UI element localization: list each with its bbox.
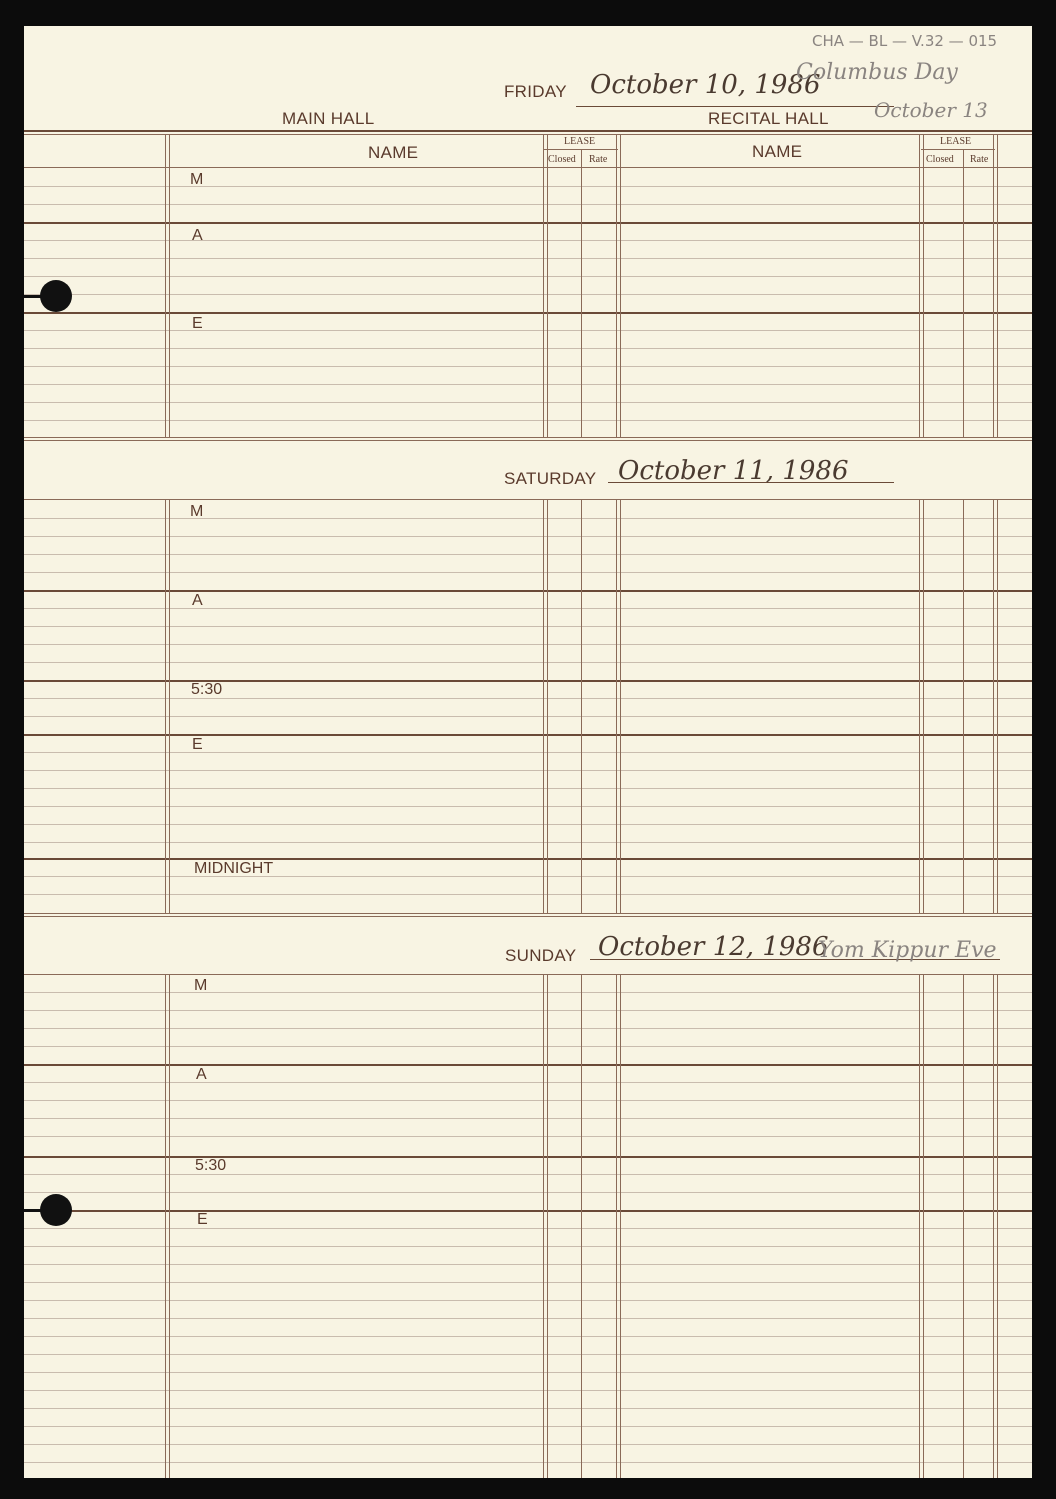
- header-top-line-2: [24, 134, 1032, 135]
- column-divider: [543, 975, 548, 1478]
- ruled-line: [24, 1372, 1032, 1373]
- ruled-line: [24, 1408, 1032, 1409]
- saturday-530-line: [24, 680, 1032, 682]
- slot-saturday-evening: E: [192, 736, 203, 753]
- ruled-line: [24, 806, 1032, 807]
- ruled-line: [24, 1426, 1032, 1427]
- column-divider: [165, 975, 170, 1478]
- column-divider: [919, 500, 924, 914]
- sunday-afternoon-line: [24, 1064, 1032, 1066]
- ruled-line: [24, 1246, 1032, 1247]
- slot-saturday-midnight: MIDNIGHT: [194, 860, 274, 877]
- ruled-line: [24, 240, 1032, 241]
- ruled-line: [24, 876, 1032, 877]
- column-divider: [963, 975, 964, 1478]
- day-label-friday: FRIDAY: [504, 82, 567, 101]
- date-underline-friday: [576, 106, 894, 107]
- column-divider: [963, 150, 964, 438]
- main-hall-label: MAIN HALL: [282, 109, 375, 128]
- ruled-line: [24, 1028, 1032, 1029]
- ruled-line: [24, 1300, 1032, 1301]
- column-divider: [581, 500, 582, 914]
- ruled-line: [24, 258, 1032, 259]
- ruled-line: [24, 1228, 1032, 1229]
- ruled-line: [24, 1010, 1032, 1011]
- column-divider: [993, 134, 998, 438]
- ruled-line: [24, 1318, 1032, 1319]
- sunday-grid-top: [24, 974, 1032, 975]
- saturday-afternoon-line: [24, 590, 1032, 592]
- slot-sunday-afternoon: A: [196, 1066, 207, 1083]
- note-friday: Columbus Day: [796, 60, 958, 85]
- ruled-line: [24, 842, 1032, 843]
- ruled-line: [24, 1282, 1032, 1283]
- ruled-line: [24, 402, 1032, 403]
- ruled-line: [24, 698, 1032, 699]
- sunday-evening-line: [24, 1210, 1032, 1212]
- friday-bottom-line: [24, 437, 1032, 438]
- ruled-line: [24, 626, 1032, 627]
- ruled-line: [24, 420, 1032, 421]
- column-divider: [581, 975, 582, 1478]
- column-divider: [919, 134, 924, 438]
- column-divider: [616, 134, 621, 438]
- column-divider: [963, 500, 964, 914]
- ruled-line: [24, 770, 1032, 771]
- slot-friday-evening: E: [192, 315, 203, 332]
- calendar-sheet: [24, 26, 1032, 1478]
- header-bottom-line: [24, 167, 1032, 168]
- ruled-line: [24, 788, 1032, 789]
- date-sunday: October 12, 1986: [598, 932, 829, 962]
- ruled-line: [24, 662, 1032, 663]
- day-label-saturday: SATURDAY: [504, 469, 597, 488]
- ruled-line: [24, 1100, 1032, 1101]
- column-divider: [993, 975, 998, 1478]
- ruled-line: [24, 1118, 1032, 1119]
- slot-saturday-530: 5:30: [191, 681, 223, 698]
- closed-header-main: Closed: [548, 154, 576, 165]
- ruled-line: [24, 824, 1032, 825]
- lease-header-recital: LEASE: [940, 136, 972, 147]
- ruled-line: [24, 294, 1032, 295]
- saturday-bottom-line: [24, 913, 1032, 914]
- column-divider: [993, 500, 998, 914]
- name-header-recital: NAME: [752, 142, 803, 161]
- lease-header-main: LEASE: [564, 136, 596, 147]
- ruled-line: [24, 330, 1032, 331]
- ruled-line: [24, 186, 1032, 187]
- saturday-header-top: [24, 440, 1032, 441]
- rate-header-recital: Rate: [970, 154, 989, 165]
- closed-header-recital: Closed: [926, 154, 954, 165]
- ruled-line: [24, 1336, 1032, 1337]
- ruled-line: [24, 1174, 1032, 1175]
- binder-hole-bottom: [40, 1194, 72, 1226]
- ruled-line: [24, 572, 1032, 573]
- ruled-line: [24, 608, 1032, 609]
- column-divider: [165, 500, 170, 914]
- recital-hall-label: RECITAL HALL: [708, 109, 829, 128]
- ruled-line: [24, 1082, 1032, 1083]
- ruled-line: [24, 1136, 1032, 1137]
- ruled-line: [24, 752, 1032, 753]
- ruled-line: [24, 366, 1032, 367]
- header-top-line: [24, 130, 1032, 132]
- slot-friday-afternoon: A: [192, 227, 203, 244]
- day-label-sunday: SUNDAY: [505, 946, 577, 965]
- note-sunday: Yom Kippur Eve: [818, 938, 997, 963]
- saturday-evening-line: [24, 734, 1032, 736]
- sunday-530-line: [24, 1156, 1032, 1158]
- column-divider: [581, 150, 582, 438]
- sunday-header-top: [24, 916, 1032, 917]
- slot-sunday-530: 5:30: [195, 1157, 227, 1174]
- ruled-line: [24, 554, 1032, 555]
- slot-friday-morning: M: [190, 171, 204, 188]
- ruled-line: [24, 716, 1032, 717]
- catalog-number: CHA — BL — V.32 — 015: [812, 32, 998, 50]
- ruled-line: [24, 276, 1032, 277]
- column-divider: [616, 975, 621, 1478]
- slot-sunday-morning: M: [194, 977, 208, 994]
- column-divider: [165, 134, 170, 438]
- saturday-grid-top: [24, 499, 1032, 500]
- date-saturday: October 11, 1986: [618, 456, 849, 486]
- column-divider: [543, 134, 548, 438]
- column-divider: [919, 975, 924, 1478]
- slot-saturday-morning: M: [190, 503, 204, 520]
- friday-evening-line: [24, 312, 1032, 314]
- ruled-line: [24, 1192, 1032, 1193]
- friday-afternoon-line: [24, 222, 1032, 224]
- slot-sunday-evening: E: [197, 1211, 208, 1228]
- ruled-line: [24, 384, 1032, 385]
- name-header-main: NAME: [368, 143, 419, 162]
- ruled-line: [24, 1444, 1032, 1445]
- ruled-line: [24, 894, 1032, 895]
- binder-hole-top: [40, 280, 72, 312]
- lease-divider-recital: [921, 149, 995, 150]
- ruled-line: [24, 1462, 1032, 1463]
- ruled-line: [24, 1354, 1032, 1355]
- slot-saturday-afternoon: A: [192, 592, 203, 609]
- ruled-line: [24, 518, 1032, 519]
- ruled-line: [24, 992, 1032, 993]
- saturday-midnight-line: [24, 858, 1032, 860]
- ruled-line: [24, 644, 1032, 645]
- ruled-line: [24, 536, 1032, 537]
- ruled-line: [24, 1046, 1032, 1047]
- date-friday: October 10, 1986: [590, 70, 821, 100]
- note2-friday: October 13: [874, 98, 988, 122]
- rate-header-main: Rate: [589, 154, 608, 165]
- ruled-line: [24, 1264, 1032, 1265]
- ruled-line: [24, 348, 1032, 349]
- ruled-line: [24, 204, 1032, 205]
- column-divider: [543, 500, 548, 914]
- ruled-line: [24, 1390, 1032, 1391]
- column-divider: [616, 500, 621, 914]
